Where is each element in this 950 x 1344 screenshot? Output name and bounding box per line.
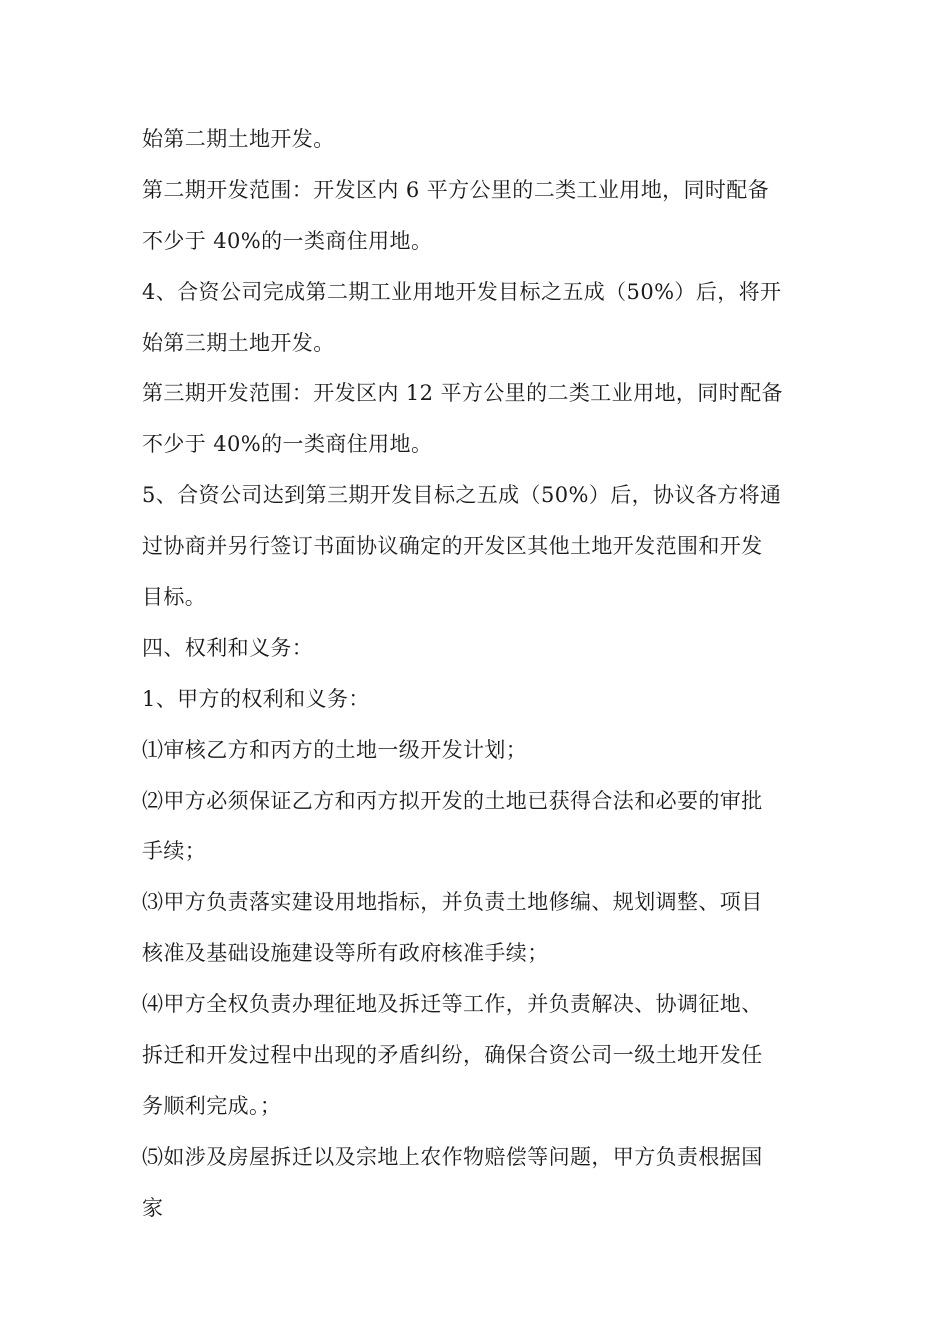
- text-line: 始第二期土地开发。: [142, 127, 335, 151]
- subsection-heading: 1、甲方的权利和义务：: [142, 686, 370, 711]
- text-line: 核准及基础设施建设等所有政府核准手续；: [142, 941, 549, 966]
- text-line: 手续；: [142, 839, 207, 864]
- text-line: 不少于 40%的一类商住用地。: [142, 228, 433, 253]
- list-item: ⑵甲方必须保证乙方和丙方拟开发的土地已获得合法和必要的审批: [142, 788, 763, 813]
- text-line: 过协商并另行签订书面协议确定的开发区其他土地开发范围和开发: [142, 534, 763, 559]
- document-body: [142, 114, 814, 1234]
- text-line: 目标。: [142, 585, 207, 610]
- text-line: 不少于 40%的一类商住用地。: [142, 432, 433, 457]
- list-item: ⑶甲方负责落实建设用地指标，并负责土地修编、规划调整、项目: [142, 890, 763, 915]
- text-line: 务顺利完成。；: [142, 1093, 282, 1118]
- text-line: 始第三期土地开发。: [142, 330, 335, 355]
- text-line: 家: [142, 1195, 164, 1220]
- list-item: ⑴审核乙方和丙方的土地一级开发计划；: [142, 737, 528, 762]
- text-line: 4、合资公司完成第二期工业用地开发目标之五成（50%）后，将开: [142, 279, 782, 304]
- list-item: ⑸如涉及房屋拆迁以及宗地上农作物赔偿等问题，甲方负责根据国: [142, 1144, 763, 1169]
- text-line: 第三期开发范围：开发区内 12 平方公里的二类工业用地，同时配备: [142, 381, 783, 406]
- text-line: 5、合资公司达到第三期开发目标之五成（50%）后，协议各方将通: [142, 483, 782, 508]
- text-line: 拆迁和开发过程中出现的矛盾纠纷，确保合资公司一级土地开发任: [142, 1043, 763, 1068]
- section-heading: 四、权利和义务：: [142, 635, 314, 660]
- list-item: ⑷甲方全权负责办理征地及拆迁等工作，并负责解决、协调征地、: [142, 992, 763, 1017]
- text-line: 第二期开发范围：开发区内 6 平方公里的二类工业用地，同时配备: [142, 177, 770, 202]
